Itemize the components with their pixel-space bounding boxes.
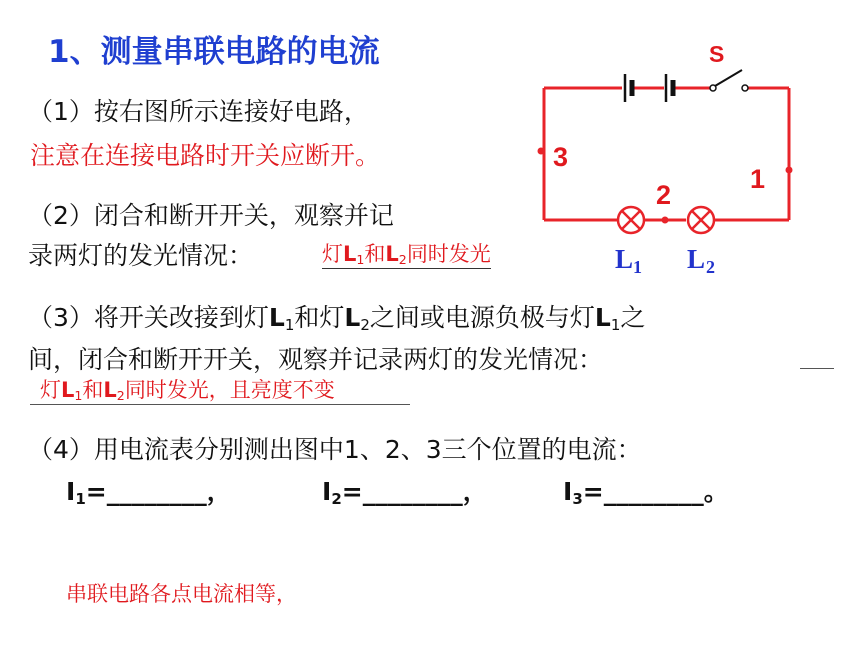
step3-text: 之间或电源负极与灯: [369, 303, 595, 332]
switch-contact: [742, 85, 748, 91]
switch-blade: [715, 70, 742, 86]
switch-label: S: [709, 41, 725, 67]
current-blank: =________，: [85, 477, 232, 506]
current-subscript: 1: [75, 489, 86, 508]
answer-text: 和: [82, 378, 104, 402]
current-subscript: 2: [331, 489, 342, 508]
step3-subscript: 1: [284, 315, 295, 334]
point-1-label: 1: [750, 164, 766, 194]
point-1-dot: [786, 167, 793, 174]
answer-subscript: 1: [356, 252, 365, 268]
lamp-2: [688, 207, 714, 233]
step1-note: 注意在连接电路时开关应断开。: [30, 141, 381, 170]
step4-line1: （4）用电流表分别测出图中1、2、3三个位置的电流：: [28, 435, 642, 464]
current-symbol: I: [322, 477, 332, 506]
conclusion-text: 串联电路各点电流相等，: [66, 582, 297, 606]
lamp-1-label: L: [615, 244, 634, 274]
step3-text: 之: [620, 303, 646, 332]
answer-subscript: 2: [398, 252, 407, 268]
answer-text: 灯: [322, 242, 343, 266]
answer-text: 同时发光，且亮度不变: [124, 378, 335, 402]
current-symbol: I: [66, 477, 76, 506]
point-2-label: 2: [656, 180, 672, 210]
step3-text: L: [344, 303, 361, 332]
step3-text: （3）将开关改接到灯: [28, 303, 269, 332]
answer-text: 同时发光: [406, 242, 491, 266]
answer-subscript: 1: [74, 388, 83, 404]
step3-subscript: 2: [360, 315, 370, 334]
step3-subscript: 1: [610, 315, 621, 334]
current-symbol: I: [563, 477, 573, 506]
step3-text: 和灯: [294, 303, 345, 332]
answer-text: L: [385, 242, 399, 266]
step1-line1: （1）按右图所示连接好电路，: [28, 97, 369, 126]
current-blank: =________，: [341, 477, 488, 506]
answer-text: 灯: [40, 378, 61, 402]
step3-line2: 间，闭合和断开开关，观察并记录两灯的发光情况：: [28, 345, 604, 374]
switch: [710, 70, 748, 91]
answer-text: L: [103, 378, 117, 402]
lamp-1-subscript: 1: [633, 257, 642, 277]
page-title: 1、测量串联电路的电流: [48, 34, 380, 70]
lamp-1: [618, 207, 644, 233]
point-2-dot: [662, 217, 669, 224]
step3-text: L: [268, 303, 285, 332]
step2-line1: （2）闭合和断开开关，观察并记: [28, 201, 394, 230]
step2-line2: 录两灯的发光情况：: [28, 241, 254, 270]
current-blank: =________。: [582, 477, 729, 506]
step3-text: L: [594, 303, 611, 332]
point-3-label: 3: [553, 142, 569, 172]
point-3-dot: [538, 148, 545, 155]
answer-subscript: 2: [116, 388, 125, 404]
lamp-2-subscript: 2: [706, 257, 715, 277]
answer-text: L: [343, 242, 357, 266]
answer-text: L: [61, 378, 75, 402]
lamp-2-label: L: [687, 244, 706, 274]
answer-text: 和: [364, 242, 386, 266]
current-subscript: 3: [572, 489, 583, 508]
